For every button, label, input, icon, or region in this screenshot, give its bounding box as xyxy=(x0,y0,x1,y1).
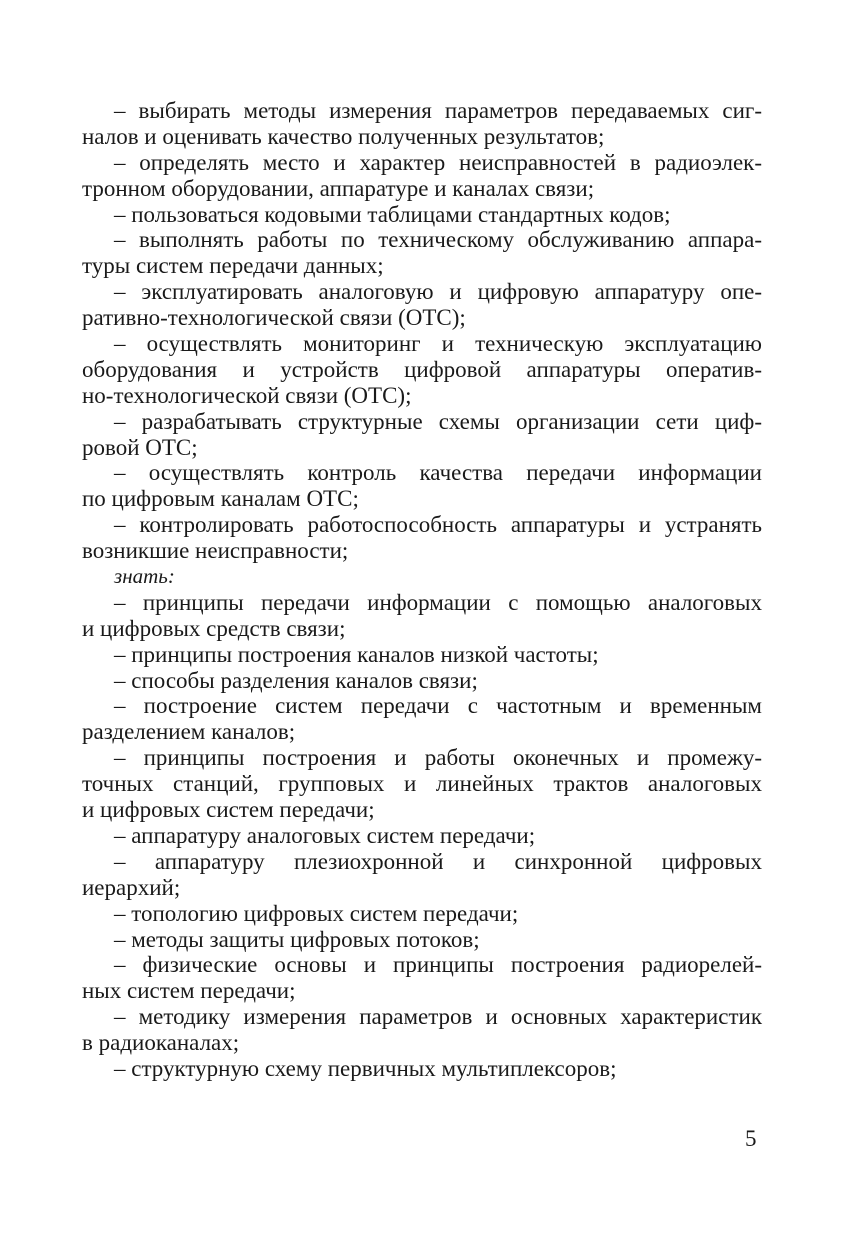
list-item: – физические основы и принципы построения радиорелей- xyxy=(114,952,762,978)
list-item-continuation: точных станций, групповых и линейных трактов аналоговых xyxy=(82,771,762,797)
list-item-continuation: в радиоканалах; xyxy=(82,1030,240,1056)
list-item-continuation: налов и оценивать качество полученных результатов; xyxy=(82,123,605,149)
list-item: – осуществлять мониторинг и техническую эксплуатацию xyxy=(114,331,762,357)
list-item: – эксплуатировать аналоговую и цифровую аппаратуру опе- xyxy=(114,279,762,305)
page-number: 5 xyxy=(745,1126,757,1151)
list-item-continuation: разделением каналов; xyxy=(82,719,296,745)
list-item: – способы разделения каналов связи; xyxy=(114,667,478,693)
list-item: – структурную схему первичных мультиплексоров; xyxy=(114,1055,617,1081)
list-item: – выполнять работы по техническому обслуживанию аппара- xyxy=(114,227,762,253)
list-item-continuation: но-технологической связи (ОТС); xyxy=(82,382,412,408)
list-item: – аппаратуру плезиохронной и синхронной цифровых xyxy=(114,848,762,874)
list-item-continuation: иерархий; xyxy=(82,874,181,900)
list-item: – топологию цифровых систем передачи; xyxy=(114,900,519,926)
list-item-continuation: по цифровым каналам ОТС; xyxy=(82,486,359,512)
list-item: – принципы передачи информации с помощью аналоговых xyxy=(114,589,762,615)
list-item: – методы защиты цифровых потоков; xyxy=(114,926,480,952)
list-item-continuation: ных систем передачи; xyxy=(82,978,296,1004)
list-item: – определять место и характер неисправностей в радиоэлек- xyxy=(114,149,762,175)
page-body xyxy=(82,98,762,1082)
list-item-continuation: и цифровых средств связи; xyxy=(82,615,346,641)
list-item-continuation: тронном оборудовании, аппаратуре и каналах связи; xyxy=(82,175,595,201)
list-item: – пользоваться кодовыми таблицами стандартных кодов; xyxy=(114,201,671,227)
list-item-continuation: возникшие неисправности; xyxy=(82,538,349,564)
list-item: – выбирать методы измерения параметров передаваемых сиг- xyxy=(114,98,762,123)
list-item-continuation: ративно-технологической связи (ОТС); xyxy=(82,305,466,331)
list-item: – принципы построения и работы оконечных и промежу- xyxy=(114,745,762,771)
list-item: – разрабатывать структурные схемы организации сети циф- xyxy=(114,408,762,434)
list-item-continuation: туры систем передачи данных; xyxy=(82,253,384,279)
list-item: – осуществлять контроль качества передачи информации xyxy=(114,460,762,486)
list-item: – построение систем передачи с частотным и временным xyxy=(114,693,762,719)
section-heading-znat: знать: xyxy=(114,564,175,589)
list-item: – контролировать работоспособность аппаратуры и устранять xyxy=(114,512,762,538)
list-item: – аппаратуру аналоговых систем передачи; xyxy=(114,822,536,848)
list-item: – принципы построения каналов низкой частоты; xyxy=(114,641,599,667)
list-item-continuation: ровой ОТС; xyxy=(82,434,198,460)
list-item-continuation: оборудования и устройств цифровой аппаратуры оператив- xyxy=(82,356,762,382)
list-item-continuation: и цифровых систем передачи; xyxy=(82,797,375,823)
list-item: – методику измерения параметров и основных характеристик xyxy=(114,1004,762,1030)
